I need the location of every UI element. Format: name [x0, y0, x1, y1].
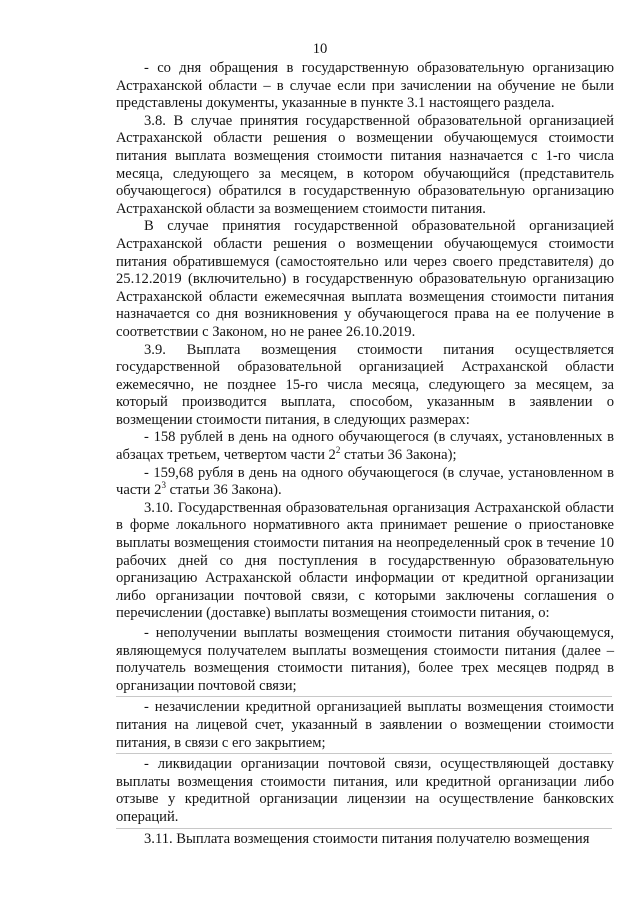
paragraph-3-8: 3.8. В случае принятия государственной образовательной организацией Астраханской области решения о возмещении обучающемуся стоимости питания выплата возмещения стоимости питания назначается с 1-го числа месяца, следующего за месяцем, в котором обучающийся (представитель обучающегося) обратился в государственную образовательную организацию Астраханской области за возмещением стоимости питания.	[116, 112, 614, 217]
list-item-159-sup: 3	[161, 480, 166, 491]
paragraph-3-10: 3.10. Государственная образовательная организация Астраханской области в форме локального нормативного акта принимает решение о приостановке выплаты возмещения стоимости питания на неопределенный срок в течение 10 рабочих дней со дня поступления в государственную образовательную организацию Астраханской области информации от кредитной организации либо организации почтовой связи, с которыми заключены соглашения о перечислении (доставке) выплаты возмещения стоимости питания, о:	[116, 499, 614, 622]
list-item-158-sup: 2	[335, 445, 341, 456]
paragraph-3-11: 3.11. Выплата возмещения стоимости питания получателю возмещения	[144, 830, 590, 847]
document-body	[116, 60, 614, 848]
list-item-non-crediting: - незачислении кредитной организацией выплаты возмещения стоимости питания на лицевой счет, указанный в заявлении о возмещении стоимости питания, в связи с его закрытием;	[116, 699, 614, 751]
list-item-159	[116, 465, 614, 500]
divider-line	[116, 696, 612, 697]
list-item-159-tail: статьи 36 Закона).	[165, 482, 282, 499]
paragraph-transitional: В случае принятия государственной образовательной организацией Астраханской области решения о возмещении обучающемуся стоимости питания обратившемуся (самостоятельно или через своего представителя) до 25.12.2019 (включительно) в государственную образовательную организацию Астраханской области ежемесячная выплата возмещения стоимости питания назначается со дня возникновения у обучающегося права на ее получение в соответствии с Законом, но не ранее 26.10.2019.	[116, 218, 614, 340]
list-item-159-text: - 159,68 рубля в день на одного обучающегося (в случае, установленном в части 2	[116, 464, 614, 499]
list-item-158-text: - 158 рублей в день на одного обучающегося (в случаях, установленных в абзацах третьем, четвертом части 2	[116, 429, 614, 464]
divider-line	[116, 828, 612, 829]
list-item-non-receipt: - неполучении выплаты возмещения стоимости питания обучающемуся, являющемуся получателем выплаты возмещения стоимости питания (далее – получатель возмещения стоимости питания), более трех месяцев подряд в организации почтовой связи;	[116, 625, 614, 694]
list-item-158	[116, 429, 614, 464]
list-item-liquidation: - ликвидации организации почтовой связи, осуществляющей доставку выплаты возмещения стоимости питания, или кредитной организации либо отзыве у кредитной организации лицензии на осуществление банковских операций.	[116, 756, 614, 825]
paragraph-3-9: 3.9. Выплата возмещения стоимости питания осуществляется государственной образовательной организацией Астраханской области ежемесячно, не позднее 15-го числа месяца, следующего за месяцем, за который производится выплата, способом, указанным в заявлении о возмещении стоимости питания, в следующих размерах:	[116, 341, 614, 428]
paragraph-application-date: - со дня обращения в государственную образовательную организацию Астраханской области – в случае если при зачислении на обучение не были представлены документы, указанные в пункте 3.1 настоящего раздела.	[116, 60, 614, 112]
list-item-158-tail: статьи 36 Закона);	[340, 447, 457, 464]
divider-line	[116, 753, 612, 754]
page-number: 10	[312, 41, 328, 57]
